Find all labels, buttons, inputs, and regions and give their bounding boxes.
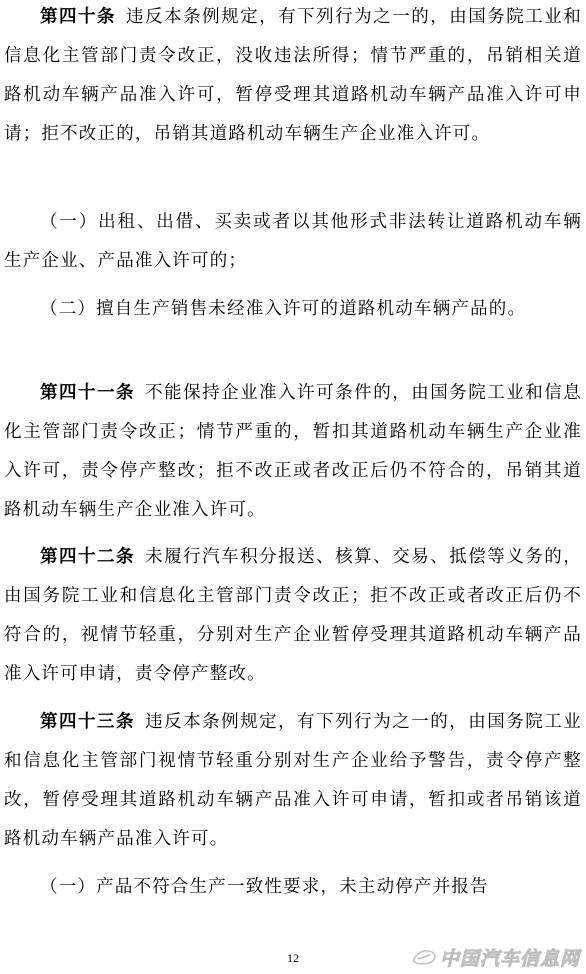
article-40-item-2 <box>4 290 582 329</box>
article-40-item-1-text: （一）出租、出借、买卖或者以其他形式非法转让道路机动车辆生产企业、产品准入许可的； <box>4 212 582 271</box>
article-40-heading: 第四十条 <box>40 7 117 27</box>
article-41-heading: 第四十一条 <box>40 383 136 403</box>
watermark-text: 中国汽车信息网 <box>439 947 580 970</box>
article-42-paragraph <box>4 538 582 694</box>
article-41-text: 不能保持企业准入许可条件的，由国务院工业和信息化主管部门责令改正；情节严重的，暂扣其道路机动车辆生产企业准入许可，责令停产整改；拒不改正或者改正后仍不符合的，吊销其道路机动车辆生产企业准入许可。 <box>4 383 582 520</box>
watermark-logo-icon <box>410 946 438 968</box>
article-43-paragraph <box>4 703 582 859</box>
article-41-paragraph <box>4 374 582 530</box>
watermark <box>410 942 580 972</box>
page-number: 12 <box>287 951 299 965</box>
article-42-heading: 第四十二条 <box>40 547 136 567</box>
article-40-text: 违反本条例规定，有下列行为之一的，由国务院工业和信息化主管部门责令改正，没收违法所得；情节严重的，吊销相关道路机动车辆产品准入许可，暂停受理其道路机动车辆产品准入许可申请；拒不改正的，吊销其道路机动车辆生产企业准入许可。 <box>4 7 582 144</box>
article-43-item-1 <box>4 868 582 907</box>
article-40-paragraph <box>4 0 582 154</box>
article-42-text: 未履行汽车积分报送、核算、交易、抵偿等义务的，由国务院工业和信息化主管部门责令改正；拒不改正或者改正后仍不符合的，视情节轻重，分别对生产企业暂停受理其道路机动车辆产品准入许可申请，责令停产整改。 <box>4 547 582 684</box>
article-40-item-1 <box>4 203 582 281</box>
article-43-heading: 第四十三条 <box>40 712 136 732</box>
article-43-text: 违反本条例规定，有下列行为之一的，由国务院工业和信息化主管部门视情节轻重分别对生产企业给予警告，责令停产整改，暂停受理其道路机动车辆产品准入许可申请，暂扣或者吊销该道路机动车辆产品准入许可。 <box>4 712 582 849</box>
article-43-item-1-text: （一）产品不符合生产一致性要求，未主动停产并报告 <box>40 877 489 897</box>
article-40-item-2-text: （二）擅自生产销售未经准入许可的道路机动车辆产品的。 <box>40 299 527 319</box>
